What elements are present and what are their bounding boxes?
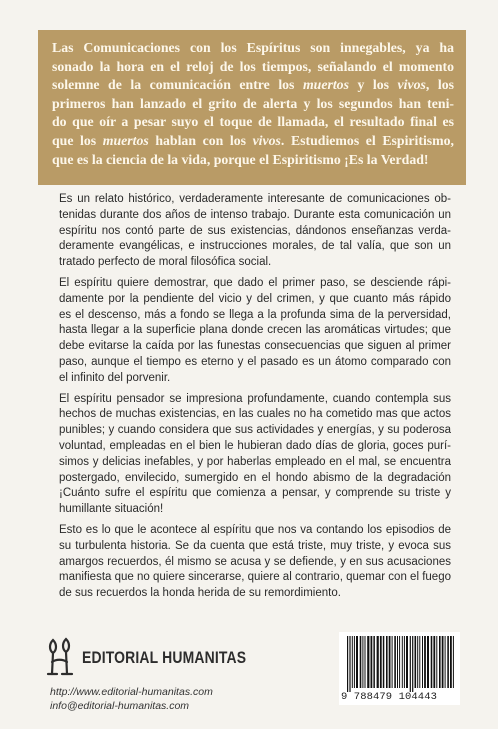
quote-emphasis: muertos [302, 77, 349, 93]
quote-line [52, 39, 454, 58]
paragraph-line: manifiesta que no quiere sincerarse, quiere al contrario, quemar con el fuego [59, 571, 451, 584]
publisher-email[interactable]: info@editorial-humanitas.com [50, 700, 190, 712]
paragraph-line: de sus recuerdos la honda herida de su remordimiento. [59, 587, 341, 600]
barcode-bar [389, 636, 391, 688]
barcode-bar [352, 636, 353, 688]
quote-text: . Estudiemos el Espiritismo, [280, 132, 454, 148]
paragraph-line: es el descenso, más a fondo se llega a la profunda sima de la perversidad, [59, 308, 451, 321]
barcode-bar [399, 636, 400, 688]
paragraph-line: ¡Cuánto sufre el espíritu que comienza a pensar, y comprende su triste y [59, 487, 451, 500]
barcode-bar [386, 636, 388, 688]
barcode-bar [427, 636, 429, 688]
barcode-guard-bar [410, 636, 411, 692]
publisher-contact [50, 685, 213, 713]
isbn-barcode [339, 632, 460, 705]
paragraph-line: hechos de muchas existencias, en las cuales no ha cometido mas que actos [59, 408, 451, 421]
paragraph [59, 192, 451, 271]
barcode-bar [433, 636, 435, 688]
barcode-bar [402, 636, 403, 688]
paragraph-line: humillante situación! [59, 503, 164, 516]
paragraph-line: tenidas durante dos años de intenso trabajo. Durante esta comunicación un [59, 208, 451, 221]
barcode-bar [397, 636, 398, 688]
barcode-bar [377, 636, 379, 688]
barcode-bar [404, 636, 405, 688]
quote-line [52, 95, 454, 114]
quote-line [52, 58, 454, 77]
paragraph-line: el infinito del porvenir. [59, 371, 171, 384]
paragraph [59, 276, 451, 387]
quote-line [52, 113, 454, 132]
barcode-bar [415, 636, 417, 688]
barcode-bar [383, 636, 385, 688]
paragraph-line: punibles; y cuando considera que sus actividades y energías, y su poderosa [59, 424, 451, 437]
paragraph-line: Esto es lo que le acontece al espíritu que nos va contando los episodios de [59, 523, 451, 536]
barcode-bar [447, 636, 449, 688]
paragraph-line: amargos recuerdos, él mismo se acusa y se defiende, y en sus acusaciones [59, 555, 451, 568]
paragraph-line: tratado perfecto de moral filosófica social. [59, 256, 272, 269]
paragraph-line: deramente evangélicas, e instrucciones morales, de tal valía, que son un [59, 240, 451, 253]
barcode-bar [450, 636, 452, 688]
quote-text: Las Comunicaciones con los Espíritus son innegables, ya ha [52, 40, 454, 55]
quote-text: y los [348, 77, 398, 93]
quote-text: que es la ciencia de la vida, porque el Espiritismo ¡Es la Verdad! [52, 151, 429, 167]
barcode-bar [365, 636, 366, 688]
quote-emphasis: vivos [252, 132, 281, 148]
paragraph-line: paso, aunque el tiempo es eterno y el pasado es un átomo comparado con [59, 355, 451, 368]
paragraph-line: El espíritu quiere demostrar, que dado el primer paso, se desciende rápi- [59, 276, 451, 289]
barcode-bar [392, 636, 393, 688]
barcode-bar [424, 636, 426, 688]
barcode-bar [367, 636, 369, 688]
barcode-bar [362, 636, 363, 688]
paragraph [59, 392, 451, 518]
quote-text: do que oír a pesar suyo el toque de llamada, el resultado final es [52, 114, 454, 130]
barcode-bar [417, 636, 418, 688]
paragraph-line: debe evitarse la caída por las funestas consecuencias que siguen al primer [59, 340, 451, 353]
quote-emphasis: muertos [102, 132, 149, 148]
barcode-bar [394, 636, 396, 688]
barcode-bar [356, 636, 358, 688]
barcode-bar [419, 636, 420, 688]
paragraph-line: voluntad, empleadas en el bien le hubieran dado días de gloria, goces purí- [59, 439, 451, 452]
paragraph-line: El espíritu pensador se impresiona profundamente, cuando contempla sus [59, 392, 451, 405]
barcode-bar [436, 636, 437, 688]
barcode-bar [373, 636, 375, 688]
barcode-bar [442, 636, 444, 688]
paragraph-line: damente por la pendiente del vicio y del crimen, y que cuanto más rápido [59, 292, 451, 305]
quote-text: que los [52, 132, 103, 148]
publisher-website[interactable]: http://www.editorial-humanitas.com [50, 686, 213, 698]
quote-box [38, 30, 466, 185]
barcode-bar [360, 636, 362, 688]
paragraph-line: espíritu nos contó parte de sus existencias, dándonos enseñanzas verda- [59, 224, 451, 237]
barcode-guard-bar [347, 636, 348, 692]
barcode-guard-bar [349, 636, 350, 692]
barcode-digits: 9 788479 104443 [341, 691, 438, 703]
publisher-logo-icon [44, 634, 80, 678]
quote-text: , los [425, 77, 454, 93]
paragraph-line: hasta llegar a la superficie plana donde crecen las aromáticas virtudes; que [59, 324, 451, 337]
barcode-bars [339, 632, 460, 692]
barcode-bar [406, 636, 408, 688]
quote-line [52, 151, 454, 170]
quote-text: hablan con los [148, 132, 253, 148]
paragraph-line: su turbulenta historia. Se da cuenta que está triste, muy triste, y evoca sus [59, 539, 451, 552]
barcode-bar [422, 636, 423, 688]
barcode-bar [354, 636, 355, 688]
quote-text: sonado la hora en el reloj de los tiempos, señalando el momento [52, 58, 454, 74]
paragraph-line: Es un relato histórico, verdaderamente interesante de comunicaciones ob- [59, 193, 451, 205]
barcode-guard-bar [412, 636, 413, 692]
paragraph [59, 523, 451, 602]
paragraph-line: postergado, envilecido, sumergido en el hondo abismo de la degradación [59, 471, 451, 484]
publisher-logo [44, 634, 247, 678]
quote-emphasis: vivos [397, 77, 426, 93]
barcode-bar [453, 636, 454, 688]
barcode-bar [371, 636, 373, 688]
barcode-bar [445, 636, 446, 688]
publisher-name: EDITORIAL HUMANITAS [82, 648, 247, 667]
quote-text: solemne de la comunicación entre los [52, 77, 303, 93]
barcode-bar [431, 636, 433, 688]
quote-text: primeros han lanzado el grito de alerta y los segundos han teni- [52, 95, 454, 111]
body-text [59, 192, 451, 607]
barcode-bar [380, 636, 382, 688]
quote-line [52, 76, 454, 95]
quote-line [52, 132, 454, 151]
paragraph-line: simos y delicias inefables, y por haberlas empleado en el mal, se encuentra [59, 455, 451, 468]
barcode-bar [439, 636, 441, 688]
